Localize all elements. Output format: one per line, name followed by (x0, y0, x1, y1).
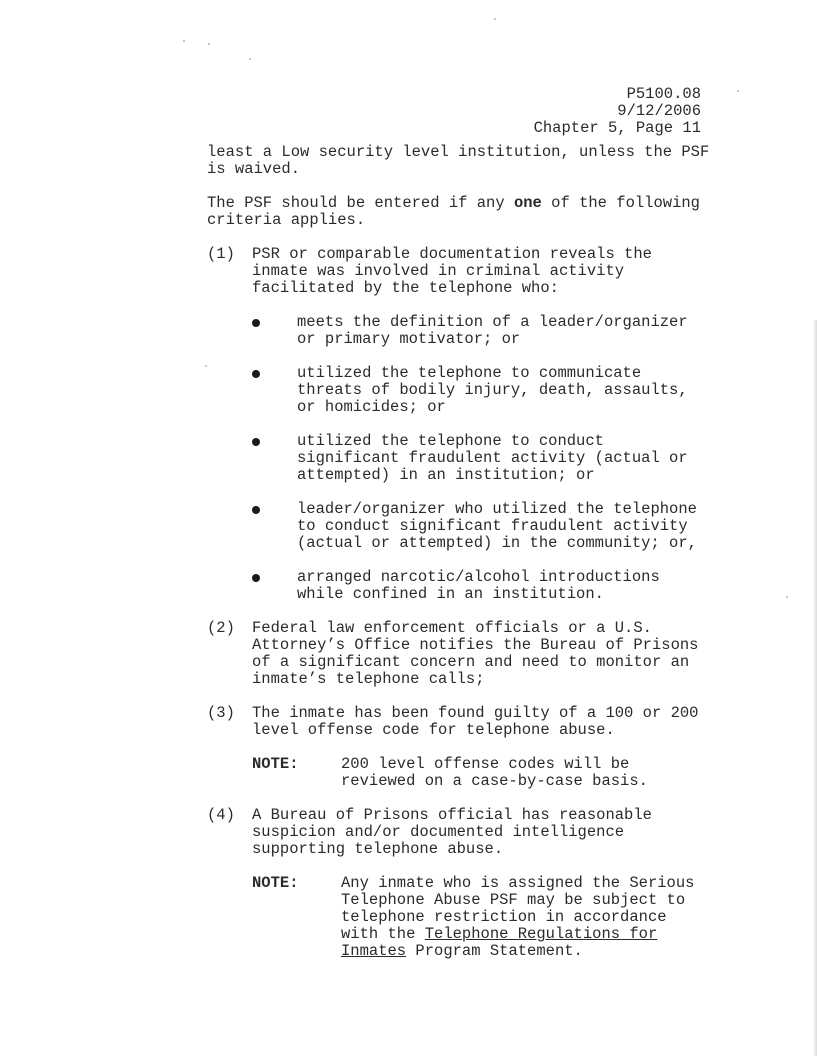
criteria-item (207, 620, 712, 688)
note-text (341, 875, 712, 960)
bullet-icon (252, 506, 260, 514)
bullet-icon (252, 574, 260, 582)
bullet-item (252, 569, 712, 603)
criteria-text: The PSF should be entered if any (207, 194, 514, 212)
note-block (252, 756, 712, 790)
criteria-emphasis: one (513, 194, 542, 212)
bullet-item (252, 501, 712, 552)
bullet-icon (252, 370, 260, 378)
criteria-item (207, 807, 712, 960)
criteria-item (207, 705, 712, 790)
scan-speck (786, 596, 788, 598)
chapter-page: Chapter 5, Page 11 (533, 119, 701, 137)
bullet-icon (252, 319, 260, 327)
item-text: The inmate has been found guilty of a 100 or 200 level offense code for telephone abuse. (252, 704, 699, 739)
bullet-text: arranged narcotic/alcohol introductions while confined in an institution. (297, 568, 660, 603)
scan-speck (737, 90, 739, 92)
note-text-part: Any inmate who is assigned the Serious Telephone Abuse PSF may be subject to telephone restriction in accordance with the (341, 874, 695, 943)
document-header (401, 86, 701, 137)
doc-date: 9/12/2006 (617, 102, 701, 120)
intro-paragraph: least a Low security level institution, unless the PSF is waived. (207, 143, 710, 178)
bullet-text: meets the definition of a leader/organizer or primary motivator; or (297, 313, 688, 348)
bullet-text: utilized the telephone to conduct significant fraudulent activity (actual or attempted) in an institution; or (297, 432, 688, 484)
note-label: NOTE: (252, 755, 299, 773)
item-number: (3) (207, 704, 235, 722)
scan-speck (183, 40, 185, 42)
criteria-item (207, 246, 712, 603)
bullet-item (252, 314, 712, 348)
doc-number: P5100.08 (626, 85, 701, 103)
criteria-text: of the following criteria applies. (207, 194, 700, 229)
bullet-list (252, 314, 712, 603)
note-text-part: Program Statement. (406, 942, 583, 960)
bullet-item (252, 365, 712, 416)
scan-speck (494, 18, 496, 20)
scan-speck (208, 43, 210, 45)
item-text: Federal law enforcement officials or a U.S. Attorney’s Office notifies the Bureau of Prisons of a significant concern and need to monitor an inmate’s telephone calls; (252, 619, 699, 688)
bullet-text: leader/organizer who utilized the telephone to conduct significant fraudulent activity (actual or attempted) in the community; or, (297, 500, 697, 552)
note-label: NOTE: (252, 874, 299, 892)
note-text: 200 level offense codes will be reviewed on a case-by-case basis. (341, 755, 648, 790)
item-number: (1) (207, 245, 235, 263)
criteria-paragraph (207, 195, 712, 229)
program-statement-title: Telephone Regulations for Inmates (341, 925, 658, 960)
item-text: A Bureau of Prisons official has reasonable suspicion and/or documented intelligence supporting telephone abuse. (252, 806, 652, 858)
document-body (207, 144, 712, 977)
item-number: (2) (207, 619, 235, 637)
note-block (252, 875, 712, 960)
bullet-item (252, 433, 712, 484)
item-number: (4) (207, 806, 235, 824)
bullet-text: utilized the telephone to communicate threats of bodily injury, death, assaults, or homicides; or (297, 364, 688, 416)
item-text: PSR or comparable documentation reveals the inmate was involved in criminal activity facilitated by the telephone who: (252, 245, 652, 297)
bullet-icon (252, 438, 260, 446)
scan-speck (249, 58, 251, 60)
